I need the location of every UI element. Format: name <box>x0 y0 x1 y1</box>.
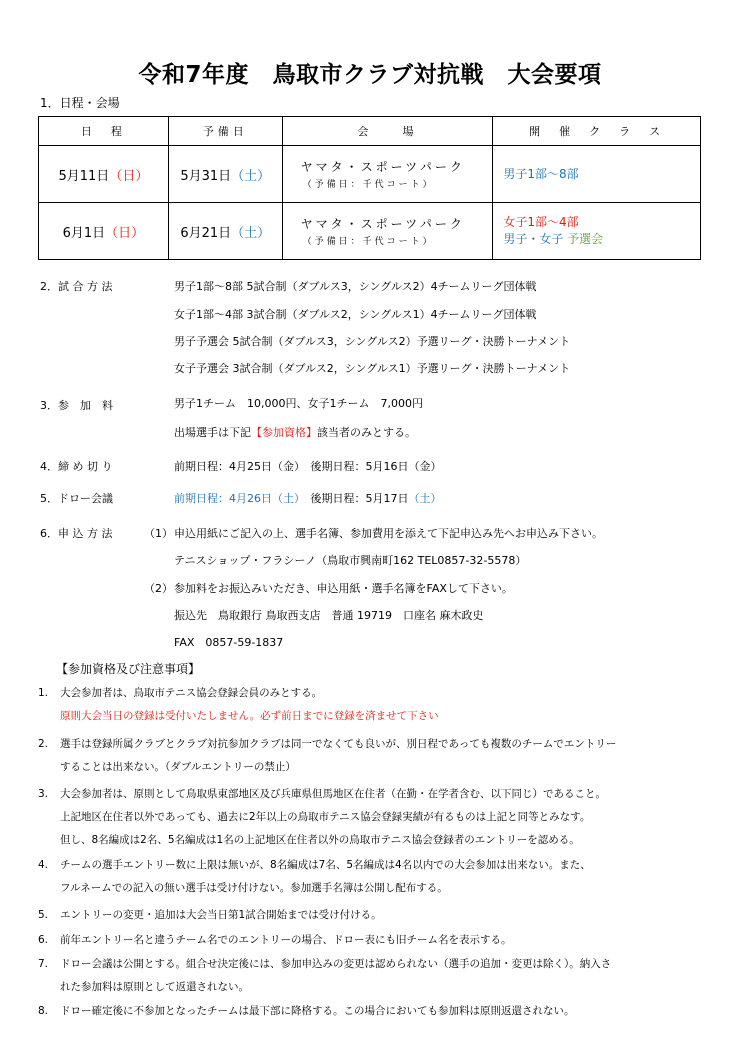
venue-cell <box>282 203 493 260</box>
note-line: エントリーの変更・追加は大会当日第1試合開始までは受け付ける。 <box>60 909 382 921</box>
match-format-line: 女子予選会 3試合制（ダブルス2，シングルス1）予選リーグ・決勝トーナメント <box>174 362 571 375</box>
deadline-line: 前期日程：4月25日（金） 後期日程：5月16日（金） <box>174 460 442 473</box>
match-format-line: 男子予選会 5試合制（ダブルス3，シングルス2）予選リーグ・決勝トーナメント <box>174 335 571 348</box>
class-cell <box>493 146 701 203</box>
application-step-text: 参加料をお振込みいただき、申込用紙・選手名簿をFAXして下さい。 <box>174 582 513 595</box>
document-title: 令和7年度 鳥取市クラブ対抗戦 大会要項 <box>138 62 602 88</box>
venue-cell <box>282 146 493 203</box>
section-1-heading: 1．日程・会場 <box>40 96 120 110</box>
application-step-number: （1） <box>144 527 173 540</box>
note-item <box>38 783 708 852</box>
venue-name: ヤマタ・スポーツパーク <box>300 217 465 231</box>
venue-name: ヤマタ・スポーツパーク <box>300 160 465 174</box>
note-line: 前年エントリー名と違うチーム名でのエントリーの場合、ドロー表にも旧チーム名を表示する。 <box>60 934 512 946</box>
section-6-label: 6．申 込 方 法 <box>40 527 113 540</box>
note-number: 3. <box>38 788 49 800</box>
section-3-label: 3．参 加 料 <box>40 399 113 412</box>
note-number: 1. <box>38 687 49 699</box>
application-step-number: （2） <box>144 582 173 595</box>
schedule-table <box>38 116 701 260</box>
note-item <box>38 904 708 927</box>
note-number: 6. <box>38 934 49 946</box>
entry-eligibility-line: 出場選手は下記【参加資格】該当者のみとする。 <box>174 426 416 439</box>
event-date: 6月1日（日） <box>39 203 169 260</box>
note-line: ドロー会議は公開とする。組合せ決定後には、参加申込みの変更は認められない（選手の追加・変更は除く）。納入さ <box>60 958 612 970</box>
note-line: ドロー確定後に不参加となったチームは最下部に降格する。この場合においても参加料は原則返還されない。 <box>60 1005 575 1017</box>
note-number: 5. <box>38 909 49 921</box>
class-line: 男子・女子 予選会 <box>503 232 604 246</box>
note-item <box>38 682 708 728</box>
header-venue: 会 場 <box>282 117 493 146</box>
event-date: 5月11日（日） <box>39 146 169 203</box>
note-warning-line: 原則大会当日の登録は受付いたしません。必ず前日までに登録を済ませて下さい <box>60 710 439 722</box>
note-item <box>38 929 708 952</box>
venue-reserve-note: （予備日：千代コート） <box>302 180 435 190</box>
schedule-row <box>39 146 701 203</box>
match-format-line: 男子1部～8部 5試合制（ダブルス3，シングルス2）4チームリーグ団体戦 <box>174 280 537 293</box>
note-line: することは出来ない。（ダブルエントリーの禁止） <box>60 761 296 773</box>
draw-meeting-line: 前期日程：4月26日（土） 後期日程：5月17日（土） <box>174 492 442 505</box>
note-number: 8. <box>38 1005 49 1017</box>
section-2-label: 2．試 合 方 法 <box>40 280 113 293</box>
application-step-text: 申込用紙にご記入の上、選手名簿、参加費用を添えて下記申込み先へお申込み下さい。 <box>174 527 603 540</box>
notes-heading: 【参加資格及び注意事項】 <box>56 662 201 676</box>
class-line: 女子1部～4部 <box>503 215 579 229</box>
note-line: れた参加料は原則として返還されない。 <box>60 981 249 993</box>
class-line: 男子1部～8部 <box>503 166 579 181</box>
match-format-line: 女子1部～4部 3試合制（ダブルス2，シングルス1）4チームリーグ団体戦 <box>174 308 537 321</box>
schedule-row <box>39 203 701 260</box>
header-reserve-date: 予備日 <box>168 117 282 146</box>
header-class: 開 催 ク ラ ス <box>493 117 701 146</box>
note-line: 但し、8名編成は2名、5名編成は1名の上記地区在住者以外の鳥取市テニス協会登録者のエントリーを認める。 <box>60 834 580 846</box>
note-line: チームの選手エントリー数に上限は無いが、8名編成は7名、5名編成は4名以内での大会参加は出来ない。また、 <box>60 859 591 871</box>
section-4-label: 4．締 め 切 り <box>40 460 113 473</box>
note-item <box>38 733 708 779</box>
section-5-label: 5．ドロー会議 <box>40 492 113 505</box>
note-number: 7. <box>38 958 49 970</box>
header-date: 日 程 <box>39 117 169 146</box>
venue-reserve-note: （予備日：千代コート） <box>302 237 435 247</box>
entry-fee-line: 男子1チーム 10,000円、女子1チーム 7,000円 <box>174 397 423 410</box>
note-item <box>38 1000 708 1023</box>
shop-contact: テニスショップ・フラシーノ（鳥取市興南町162 TEL0857-32-5578） <box>174 554 527 567</box>
note-line: フルネームでの記入の無い選手は受け付けない。参加選手名簿は公開し配布する。 <box>60 882 448 894</box>
note-line: 大会参加者は、原則として鳥取県東部地区及び兵庫県但馬地区在住者（在勤・在学者含む、以下同じ）であること。 <box>60 788 606 800</box>
note-item <box>38 953 708 999</box>
note-item <box>38 854 708 900</box>
bank-transfer-info: 振込先 鳥取銀行 鳥取西支店 普通 19719 口座名 麻木政史 <box>174 609 484 622</box>
note-line: 大会参加者は、鳥取市テニス協会登録会員のみとする。 <box>60 687 323 699</box>
reserve-date: 5月31日（土） <box>168 146 282 203</box>
note-line: 上記地区在住者以外であっても、過去に2年以上の鳥取市テニス協会登録実績が有るものは上記と同等とみなす。 <box>60 811 591 823</box>
note-number: 2. <box>38 738 49 750</box>
fax-number: FAX 0857-59-1837 <box>174 636 284 649</box>
reserve-date: 6月21日（土） <box>168 203 282 260</box>
class-cell <box>493 203 701 260</box>
schedule-header-row <box>39 117 701 146</box>
note-line: 選手は登録所属クラブとクラブ対抗参加クラブは同一でなくても良いが、別日程であっても複数のチームでエントリー <box>60 738 617 750</box>
note-number: 4. <box>38 859 49 871</box>
